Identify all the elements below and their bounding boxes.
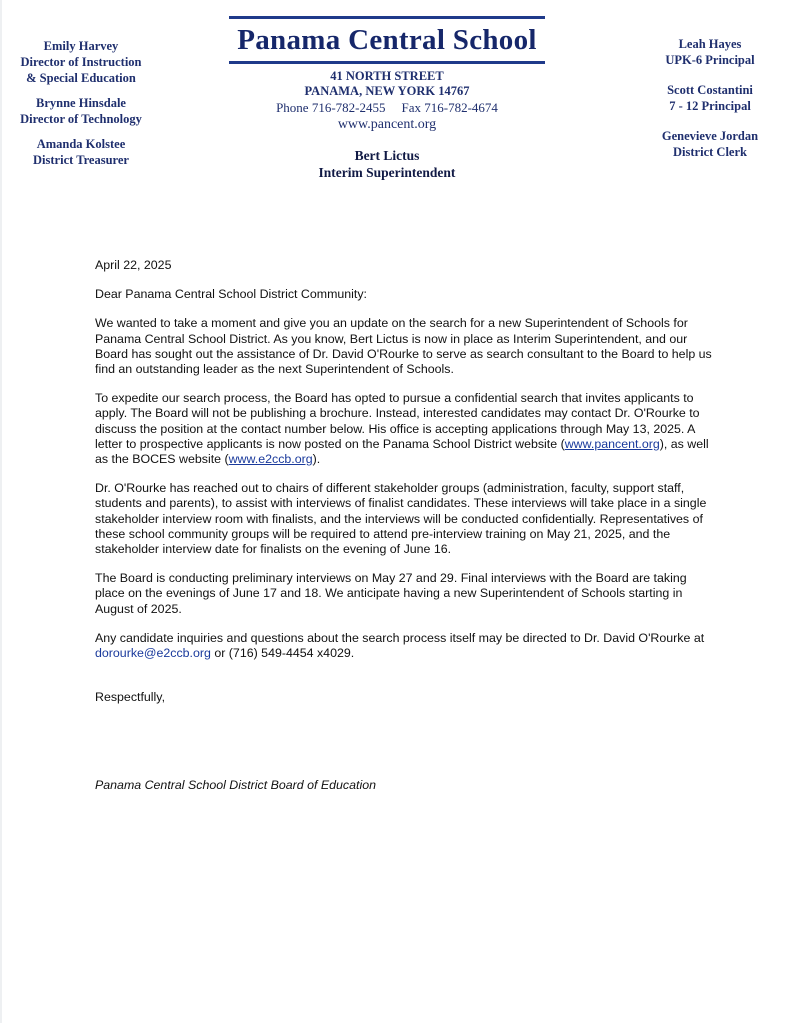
superintendent-name: Bert Lictus xyxy=(354,148,420,163)
staff-name: Genevieve Jordan xyxy=(661,129,759,143)
salutation: Dear Panama Central School District Community: xyxy=(95,287,368,302)
street-address: 41 NORTH STREET xyxy=(330,69,444,83)
staff-entry xyxy=(640,36,780,68)
paragraph-text: Any candidate inquiries and questions about the search process itself may be directed to Dr. David O'Rourke at xyxy=(95,630,705,645)
staff-title: Director of Technology xyxy=(20,112,142,126)
pancent-website-link[interactable]: www.pancent.org xyxy=(564,436,660,451)
paragraph-stakeholders: Dr. O'Rourke has reached out to chairs of different stakeholder groups (administration, faculty, support staff, students and parents), to assist with interviews of finalist candidates. These interviews will take place in a single stakeholder interview room with finalists, and the interviews will be conducted confidentially. Representatives of these school community groups will be required to attend pre-interview training on May 21, 2025, and the stakeholder interview date for finalists on the evening of June 16. xyxy=(95,481,707,557)
phone-number: Phone 716-782-2455 xyxy=(276,100,386,115)
school-website: www.pancent.org xyxy=(337,117,437,132)
phone-fax-line xyxy=(229,99,545,116)
top-rule xyxy=(229,16,545,19)
school-name: Panama Central School xyxy=(237,24,537,56)
staff-title: UPK-6 Principal xyxy=(665,53,755,67)
staff-title: Director of Instruction xyxy=(20,55,142,69)
paragraph-text: To expedite our search process, the Board has opted to pursue a confidential search that invites applicants to apply. The Board will not be publishing a brochure. Instead, interested candidates may contact Dr. O'Rourke to discuss the position at the contact number below. His office is accepting applications through May 13, 2025. A letter to prospective applicants is now posted on the Panama School District website ( xyxy=(95,391,700,451)
staff-title: District Treasurer xyxy=(33,153,129,167)
superintendent-title: Interim Superintendent xyxy=(318,165,456,180)
paragraph-text: ). xyxy=(312,452,321,467)
letterhead-center xyxy=(229,16,545,181)
paragraph-interview-dates: The Board is conducting preliminary interviews on May 27 and 29. Final interviews with the Board are taking place on the evenings of June 17 and 18. We anticipate having a new Superintendent of Schools starting in August of 2025. xyxy=(95,571,687,616)
staff-name: Scott Costantini xyxy=(667,83,753,97)
staff-name: Amanda Kolstee xyxy=(36,137,126,151)
right-staff-column xyxy=(640,36,780,174)
bottom-rule xyxy=(229,61,545,64)
superintendent-block xyxy=(229,147,545,181)
letter-date: April 22, 2025 xyxy=(95,258,172,272)
letterhead xyxy=(0,0,787,200)
email-link[interactable]: dorourke@e2ccb.org xyxy=(95,646,211,661)
paragraph-search-process xyxy=(95,391,715,467)
staff-entry xyxy=(8,38,154,86)
staff-title: District Clerk xyxy=(673,145,747,159)
fax-number: Fax 716-782-4674 xyxy=(401,100,498,115)
boces-website-link[interactable]: www.e2ccb.org xyxy=(228,452,313,467)
staff-entry xyxy=(640,82,780,114)
left-staff-column xyxy=(8,38,154,177)
paragraph-update: We wanted to take a moment and give you an update on the search for a new Superintendent of Schools for Panama Central School District. As you know, Bert Lictus is now in place as Interim Superintendent, and our Board has sought out the assistance of Dr. David O'Rourke to serve as search consultant to the Board to help us find an outstanding leader as the next Superintendent of Schools. xyxy=(95,316,712,377)
paragraph-text: or (716) 549-4454 x4029. xyxy=(210,646,355,661)
signature: Panama Central School District Board of Education xyxy=(95,778,376,792)
closing: Respectfully, xyxy=(95,690,166,704)
staff-name: Leah Hayes xyxy=(678,37,742,51)
staff-entry xyxy=(8,136,154,168)
staff-entry xyxy=(640,128,780,160)
staff-name: Brynne Hinsdale xyxy=(36,96,126,110)
staff-title: 7 - 12 Principal xyxy=(669,99,751,113)
staff-entry xyxy=(8,95,154,127)
city-state-zip: PANAMA, NEW YORK 14767 xyxy=(304,84,470,98)
paragraph-text: ), as well as the BOCES website ( xyxy=(95,436,709,467)
letter-body xyxy=(95,258,715,675)
paragraph-contact xyxy=(95,631,715,661)
staff-name: Emily Harvey xyxy=(43,39,119,53)
staff-title: & Special Education xyxy=(26,71,136,85)
